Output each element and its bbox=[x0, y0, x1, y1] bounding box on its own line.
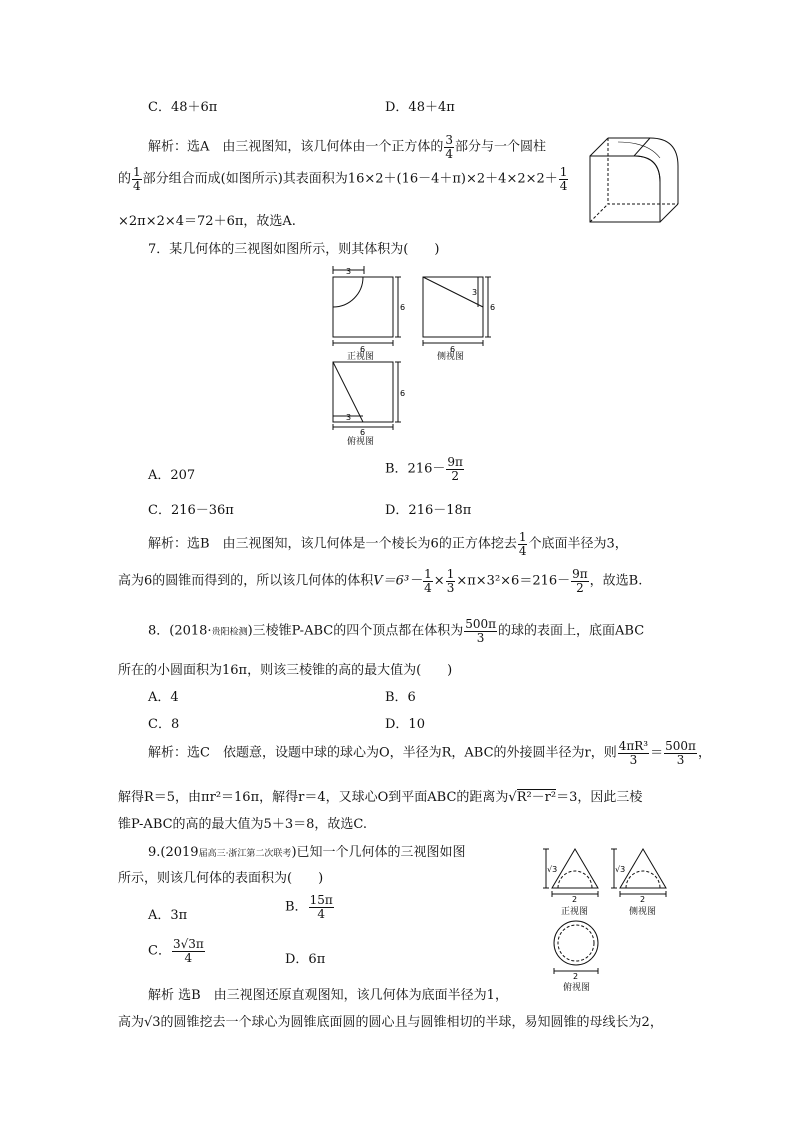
q9-side-label: 侧视图 bbox=[629, 907, 657, 917]
q9-stem-line1: 9.(2019届高三·浙江第二次联考)已知一个几何体的三视图如图 bbox=[148, 845, 466, 860]
q6-option-d: D．48＋4π bbox=[385, 100, 455, 115]
q9-top-label: 俯视图 bbox=[563, 983, 591, 993]
q9-side-view bbox=[606, 846, 672, 906]
q8-option-c: C．8 bbox=[148, 717, 180, 732]
q8-solution-line3: 锥P-ABC的高的最大值为5＋3＝8，故选C. bbox=[118, 817, 367, 832]
dim-label: 3 bbox=[346, 413, 352, 422]
q8-stem-line2: 所在的小圆面积为16π，则该三棱锥的高的最大值为( ) bbox=[118, 663, 453, 678]
q7-solution-line1: 解析：选B 由三视图知，该几何体是一个棱长为6的正方体挖去 $\frac{1}{4}$ 个底面半径为3， bbox=[148, 530, 628, 558]
q8-solution-line2: 解得R＝5，由πr²＝16π，解得r＝4，又球心O到平面ABC的距离为√R²－r²＝3，因此三棱 bbox=[118, 790, 643, 805]
q7-top-view bbox=[328, 358, 408, 436]
q7-side-label: 侧视图 bbox=[437, 352, 465, 362]
q8-option-a: A．4 bbox=[148, 690, 179, 705]
q9-option-a: A．3π bbox=[148, 908, 188, 923]
q7-option-a: A．207 bbox=[148, 468, 196, 483]
q9-front-label: 正视图 bbox=[561, 907, 589, 917]
dim-label: 6 bbox=[360, 345, 366, 354]
q6-solution-line2: 的 $\frac{1}{4}$ 部分组合而成(如图所示)其表面积为16×2＋(16－4＋π)×2＋4×2×2＋ $\frac{1}{4}$ bbox=[118, 165, 568, 193]
q9-option-c: C． $\frac{3√3\pi}{4}$ bbox=[148, 937, 204, 965]
q6-solid-figure bbox=[588, 136, 680, 226]
q7-front-view bbox=[328, 264, 408, 362]
q7-side-view bbox=[418, 264, 498, 362]
dim-label: √3 bbox=[547, 865, 558, 874]
q9-front-view bbox=[538, 846, 604, 906]
q9-option-b: B． $\frac{15\pi}{4}$ bbox=[285, 893, 333, 921]
q6-solution-line1: 解析：选A 由三视图知，该几何体由一个正方体的 $\frac{3}{4}$ 部分与一个圆柱 bbox=[148, 133, 547, 161]
q6-solution-line3: ×2π×2×4＝72＋6π，故选A. bbox=[118, 214, 296, 229]
dim-label: 3 bbox=[472, 288, 478, 297]
q7-option-b: B．216－ $\frac{9\pi}{2}$ bbox=[385, 455, 463, 483]
q7-top-label: 俯视图 bbox=[347, 437, 375, 447]
sqrt-icon: √ bbox=[508, 790, 517, 805]
dim-label: √3 bbox=[615, 865, 626, 874]
q9-solution-line1: 解析 选B 由三视图还原直观图知，该几何体为底面半径为1， bbox=[148, 988, 508, 1003]
q8-stem-line1: 8．(2018·贵阳检测)三棱锥P-ABC的四个顶点都在体积为 $\frac{500\pi}{3}$ 的球的表面上，底面ABC bbox=[148, 617, 645, 645]
q7-stem: 7．某几何体的三视图如图所示，则其体积为( ) bbox=[148, 242, 440, 257]
q9-stem-line2: 所示，则该几何体的表面积为( ) bbox=[118, 871, 324, 886]
q7-front-label: 正视图 bbox=[347, 352, 375, 362]
q7-option-c: C．216－36π bbox=[148, 503, 234, 518]
q7-option-d: D．216－18π bbox=[385, 503, 472, 518]
dim-label: 6 bbox=[360, 428, 366, 436]
dim-label: 2 bbox=[572, 895, 578, 904]
q9-option-d: D．6π bbox=[285, 952, 326, 967]
dim-label: 6 bbox=[490, 303, 496, 312]
dim-label: 6 bbox=[400, 303, 406, 312]
q8-option-b: B．6 bbox=[385, 690, 416, 705]
q8-option-d: D．10 bbox=[385, 717, 425, 732]
q7-solution-line2: 高为6的圆锥而得到的，所以该几何体的体积V＝6³－ $\frac{1}{4}$ × $\frac{1}{3}$ ×π×3²×6＝216－ $\frac{9\pi}{2}$ ，故选B. bbox=[118, 567, 643, 595]
q9-solution-line2: 高为√3的圆锥挖去一个球心为圆锥底面圆的圆心且与圆锥相切的半球，易知圆锥的母线长为2， bbox=[118, 1015, 663, 1030]
q9-top-view bbox=[546, 918, 606, 980]
dim-label: 2 bbox=[640, 895, 646, 904]
dim-label: 6 bbox=[450, 345, 456, 354]
dim-label: 2 bbox=[573, 972, 579, 980]
dim-label: 3 bbox=[346, 267, 352, 276]
q8-solution-line1: 解析：选C 依题意，设题中球的球心为O，半径为R，ABC的外接圆半径为r，则 $\frac{\text{4πR³}}{3}$ ＝ $\frac{500\pi}{3}$ ， bbox=[148, 739, 711, 767]
dim-label: 6 bbox=[400, 389, 406, 398]
q6-option-c: C．48＋6π bbox=[148, 100, 218, 115]
